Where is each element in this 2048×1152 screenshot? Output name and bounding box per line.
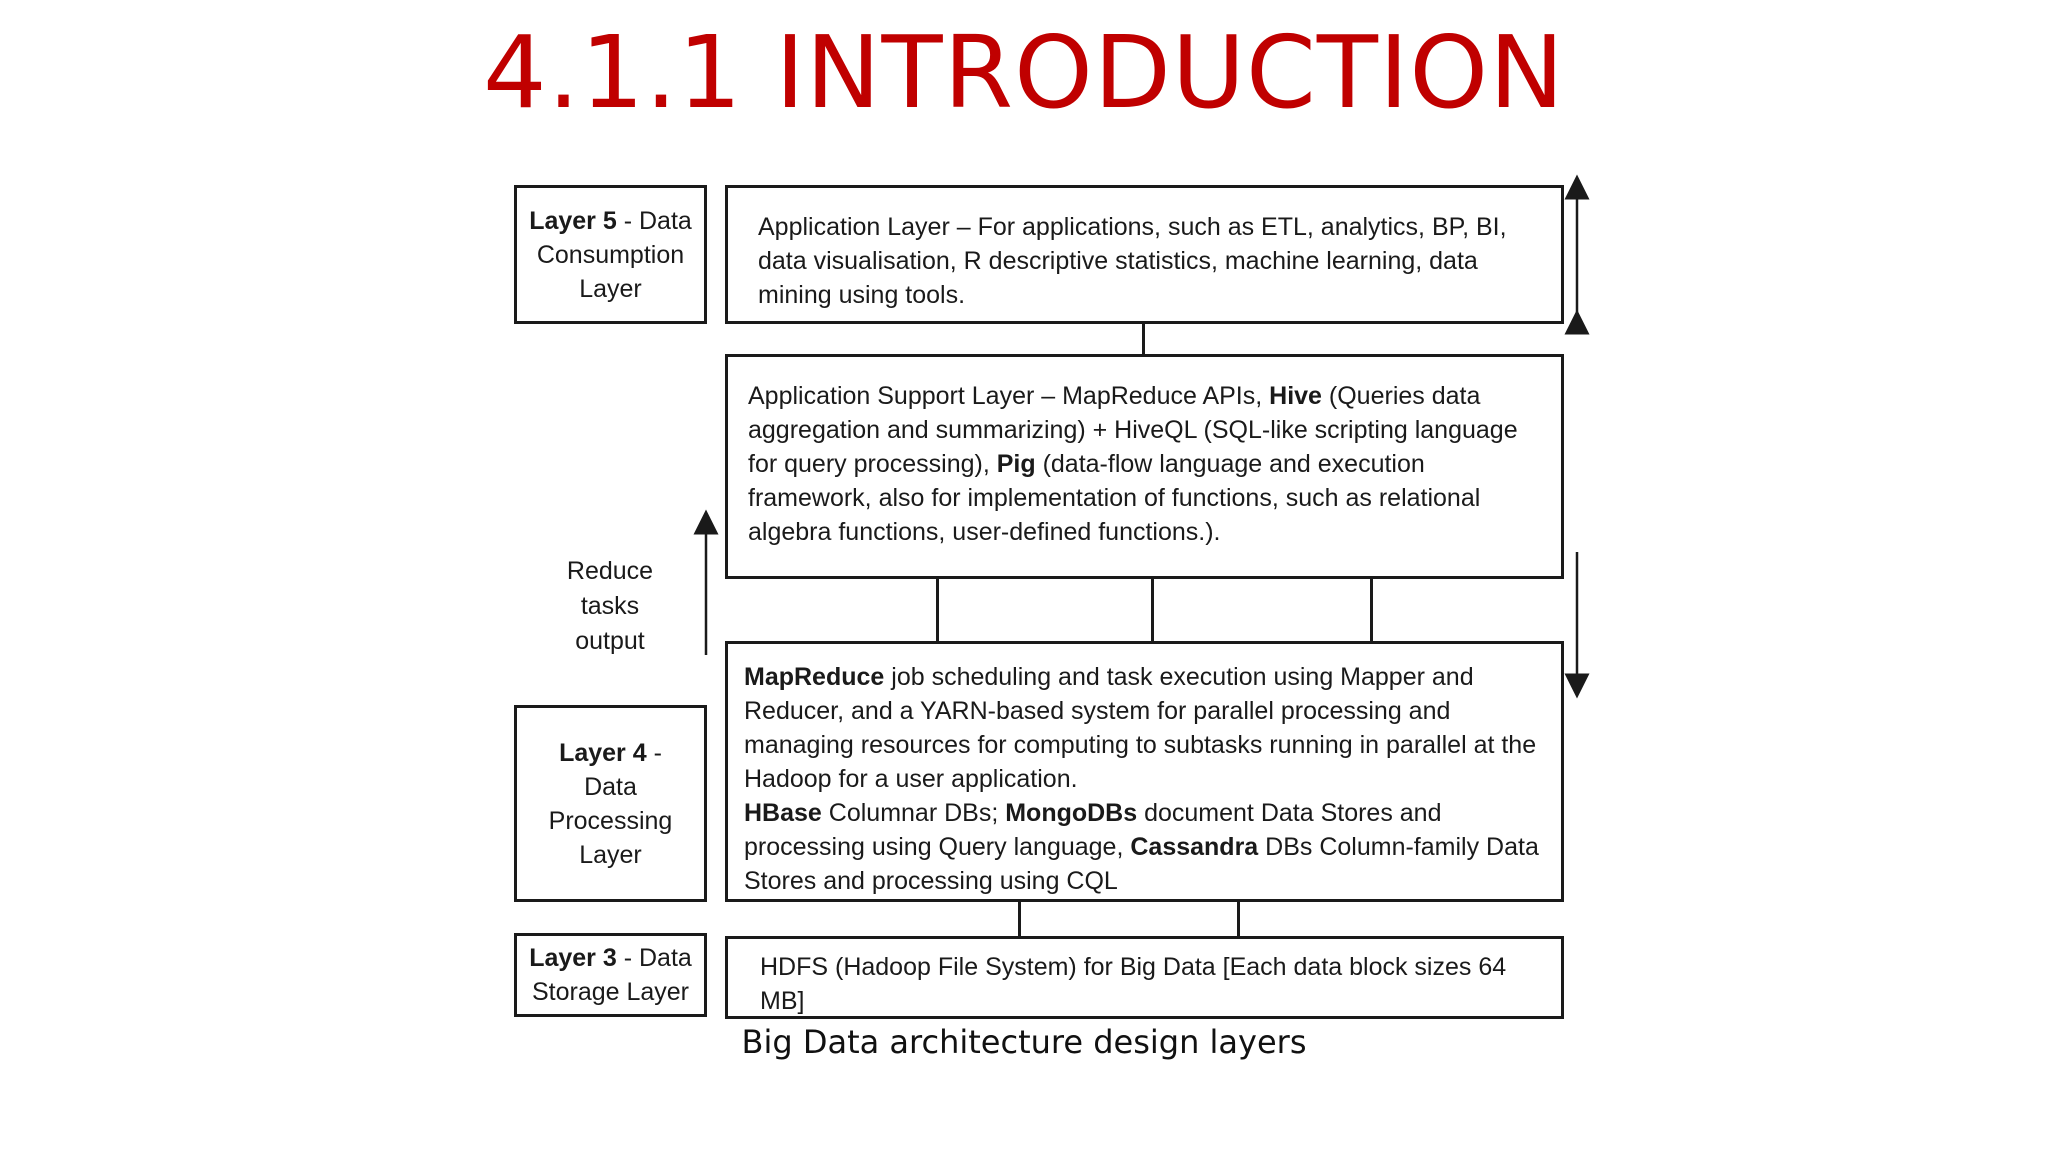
hive-label: Hive [1269, 382, 1322, 410]
hbase-label: HBase [744, 799, 822, 827]
layer3-bold: Layer 3 [529, 944, 617, 972]
processing-text-1: job scheduling and task execution using Mapper and Reducer, and a YARN-based system for parallel processing and managing resources for computing to subtasks running in parallel at the Hadoop for a user application. [744, 663, 1537, 793]
cassandra-label: Cassandra [1130, 833, 1259, 861]
support-text-2: (Queries data aggregation and summarizing) + HiveQL (SQL-like scripting language for query processing), [748, 382, 1518, 478]
application-layer-text: Application Layer – For applications, such as ETL, analytics, BP, BI, data visualisation, R descriptive statistics, machine learning, data mining using tools. [758, 213, 1507, 309]
mongodb-label: MongoDBs [1005, 799, 1138, 827]
support-text-1: Application Support Layer – MapReduce APIs, [748, 382, 1270, 410]
layer4-bold: Layer 4 [559, 738, 647, 767]
mapreduce-label: MapReduce [744, 663, 885, 691]
processing-text-2: Columnar DBs; [821, 799, 1006, 827]
processing-text-3: document Data Stores and processing using Query language, [744, 799, 1442, 861]
pig-label: Pig [996, 450, 1036, 478]
layer5-rest: - Data Consumption Layer [536, 206, 692, 303]
layer3-rest: - Data Storage Layer [531, 944, 692, 1006]
processing-text-4: DBs Column-family Data Stores and processing using CQL [744, 833, 1539, 895]
layer5-bold: Layer 5 [529, 206, 617, 235]
diagram-caption: Big Data architecture design layers [741, 1023, 1307, 1061]
storage-layer-text: HDFS (Hadoop File System) for Big Data [Each data block sizes 64 MB] [760, 953, 1507, 1015]
layer4-rest: - Data Processing Layer [548, 738, 673, 869]
reduce-tasks-output-label: Reduce tasks output [566, 557, 654, 655]
slide-title: 4.1.1 INTRODUCTION [483, 14, 1565, 131]
support-text-3: (data-flow language and execution framework, also for implementation of functions, such as relational algebra functions, user-defined functions.). [748, 450, 1481, 546]
